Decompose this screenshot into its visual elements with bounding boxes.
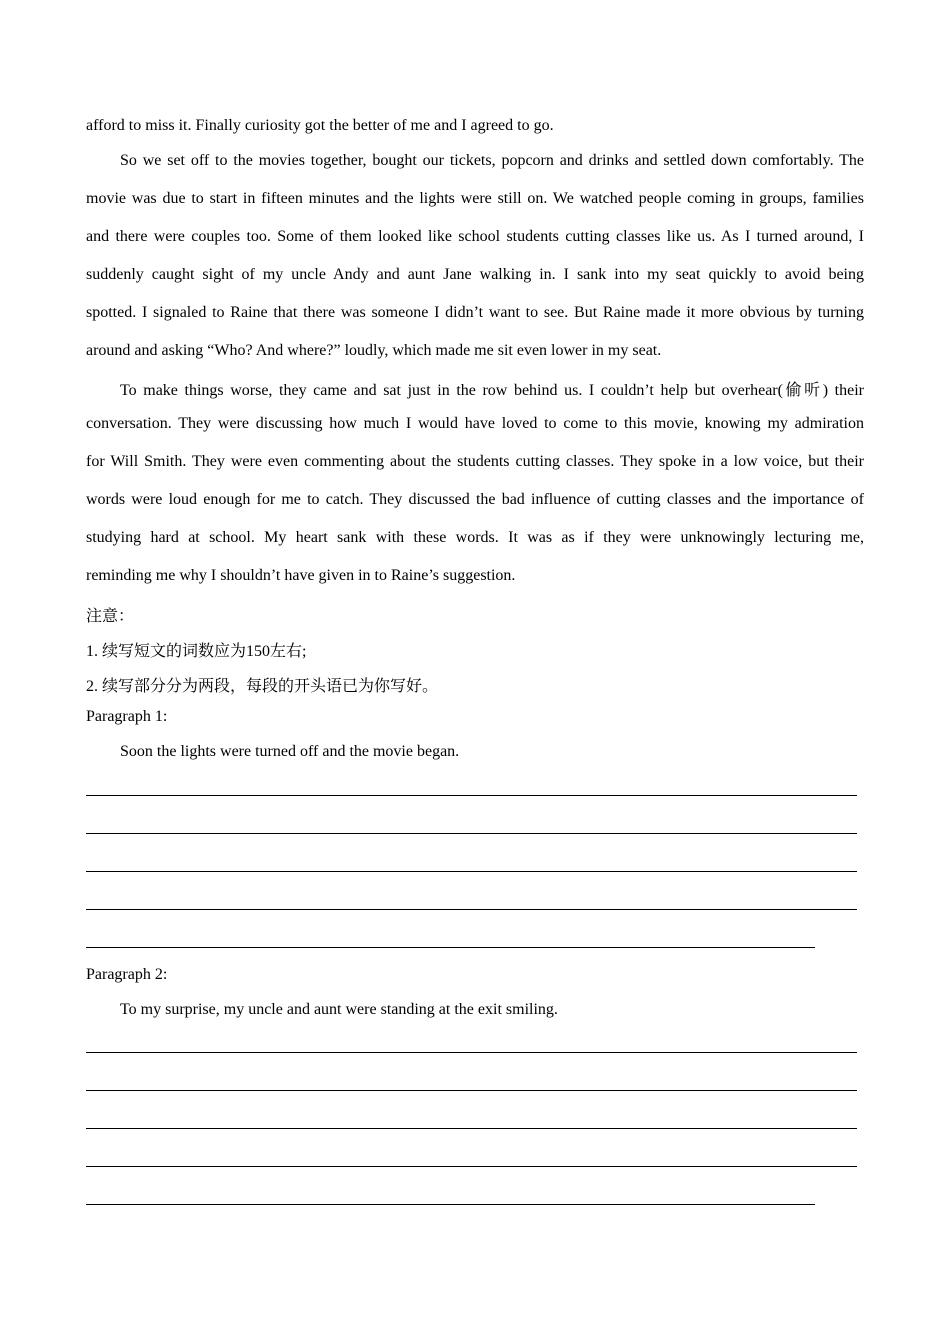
paragraph-1-label: Paragraph 1:	[86, 708, 168, 725]
passage-line: So we set off to the movies together, bought our tickets, popcorn and drinks and settled down comfortably. The	[120, 152, 864, 169]
writing-blank-line[interactable]	[86, 795, 857, 796]
passage-line: suddenly caught sight of my uncle Andy and aunt Jane walking in. I sank into my seat quickly to avoid being	[86, 266, 864, 283]
passage-line: around and asking “Who? And where?” loudly, which made me sit even lower in my seat.	[86, 342, 662, 359]
notes-item-2: 2. 续写部分分为两段，每段的开头语已为你写好。	[86, 678, 439, 695]
writing-blank-line[interactable]	[86, 1052, 857, 1053]
paragraph-2-label: Paragraph 2:	[86, 966, 168, 983]
writing-blank-line[interactable]	[86, 871, 857, 872]
passage-line: movie was due to start in fifteen minutes and the lights were still on. We watched people coming in groups, families	[86, 190, 864, 207]
passage-line: and there were couples too. Some of them looked like school students cutting classes like us. As I turned around, I	[86, 228, 864, 245]
passage-line: To make things worse, they came and sat just in the row behind us. I couldn’t help but overhear(偷听) their	[120, 382, 864, 399]
passage-line: for Will Smith. They were even commenting about the students cutting classes. They spoke in a low voice, but their	[86, 453, 864, 470]
passage-line: words were loud enough for me to catch. They discussed the bad influence of cutting classes and the importance of	[86, 491, 864, 508]
writing-blank-line[interactable]	[86, 1090, 857, 1091]
writing-blank-line[interactable]	[86, 1204, 815, 1205]
notes-heading: 注意：	[86, 608, 135, 625]
passage-line: reminding me why I shouldn’t have given in to Raine’s suggestion.	[86, 567, 516, 584]
paragraph-1-opening: Soon the lights were turned off and the movie began.	[120, 743, 460, 760]
paragraph-2-opening: To my surprise, my uncle and aunt were standing at the exit smiling.	[120, 1001, 558, 1018]
passage-line: studying hard at school. My heart sank with these words. It was as if they were unknowingly lecturing me,	[86, 529, 864, 546]
passage-line: afford to miss it. Finally curiosity got the better of me and I agreed to go.	[86, 117, 554, 134]
writing-blank-line[interactable]	[86, 947, 815, 948]
writing-blank-line[interactable]	[86, 1128, 857, 1129]
writing-blank-line[interactable]	[86, 833, 857, 834]
passage-line: conversation. They were discussing how much I would have loved to come to this movie, knowing my admiration	[86, 415, 864, 432]
passage-line: spotted. I signaled to Raine that there was someone I didn’t want to see. But Raine made it more obvious by turning	[86, 304, 864, 321]
writing-blank-line[interactable]	[86, 1166, 857, 1167]
writing-blank-line[interactable]	[86, 909, 857, 910]
notes-item-1: 1. 续写短文的词数应为150左右;	[86, 643, 307, 660]
